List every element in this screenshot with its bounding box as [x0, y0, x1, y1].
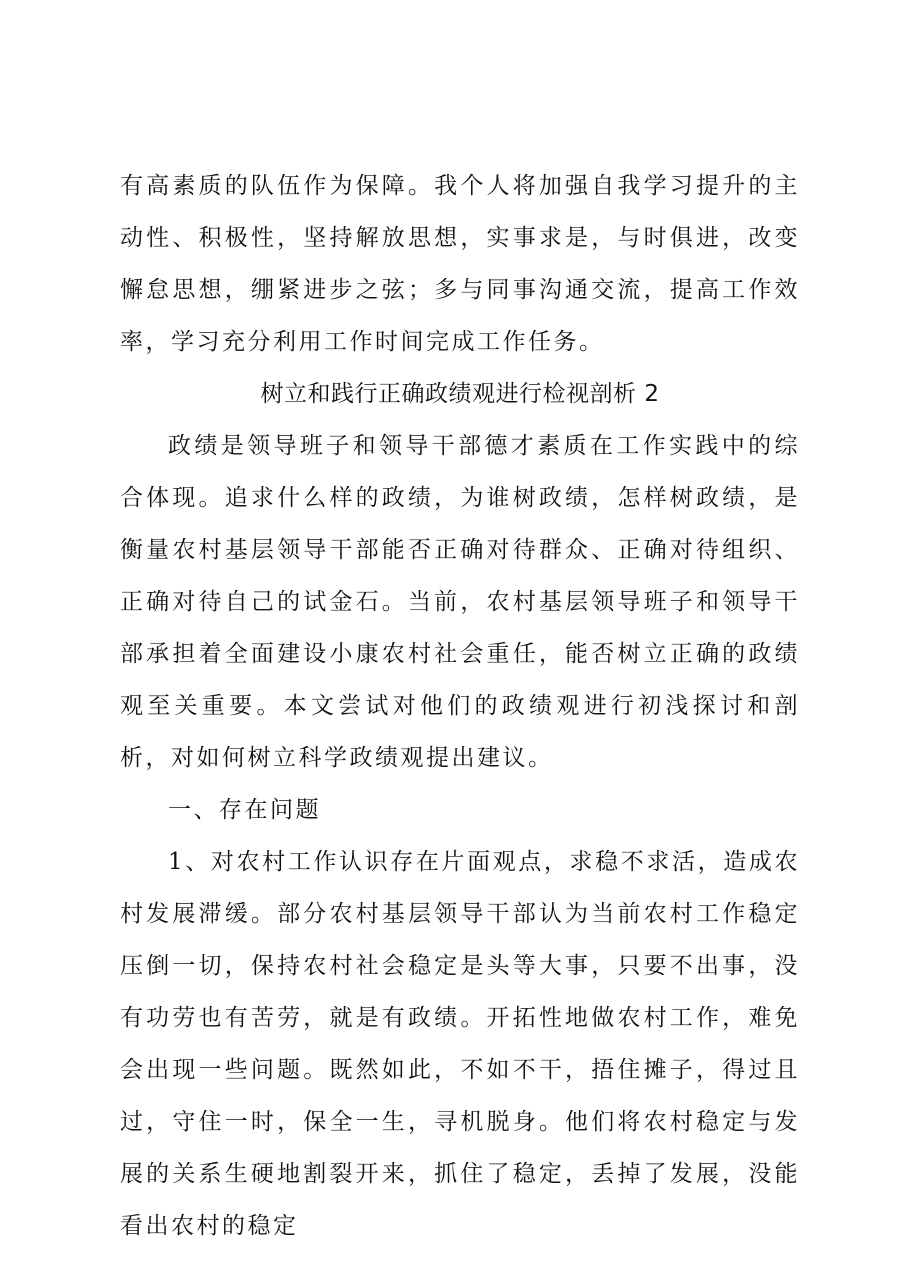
- intro-paragraph: 有高素质的队伍作为保障。我个人将加强自我学习提升的主动性、积极性，坚持解放思想，实事求是，与时俱进，改变懈怠思想，绷紧进步之弦；多与同事沟通交流，提高工作效率，学习充分利用工作时间完成工作任务。: [120, 173, 800, 355]
- body-paragraph-2: 1、对农村工作认识存在片面观点，求稳不求活，造成农村发展滞缓。部分农村基层领导干部认为当前农村工作稳定压倒一切，保持农村社会稳定是头等大事，只要不出事，没有功劳也有苦劳，就是有政绩。开拓性地做农村工作，难免会出现一些问题。既然如此，不如不干，捂住摊子，得过且过，守住一时，保全一生，寻机脱身。他们将农村稳定与发展的关系生硬地割裂开来，抓住了稳定，丢掉了发展，没能看出农村的稳定: [120, 849, 800, 1239]
- body-paragraph-1: 政绩是领导班子和领导干部德才素质在工作实践中的综合体现。追求什么样的政绩，为谁树政绩，怎样树政绩，是衡量农村基层领导干部能否正确对待群众、正确对待组织、正确对待自己的试金石。当前，农村基层领导班子和领导干部承担着全面建设小康农村社会重任，能否树立正确的政绩观至关重要。本文尝试对他们的政绩观进行初浅探讨和剖析，对如何树立科学政绩观提出建议。: [120, 433, 800, 771]
- section-heading-problems: 一、存在问题: [168, 797, 321, 823]
- document-body: [120, 160, 800, 1252]
- section-title: 树立和践行正确政绩观进行检视剖析 2: [260, 381, 660, 407]
